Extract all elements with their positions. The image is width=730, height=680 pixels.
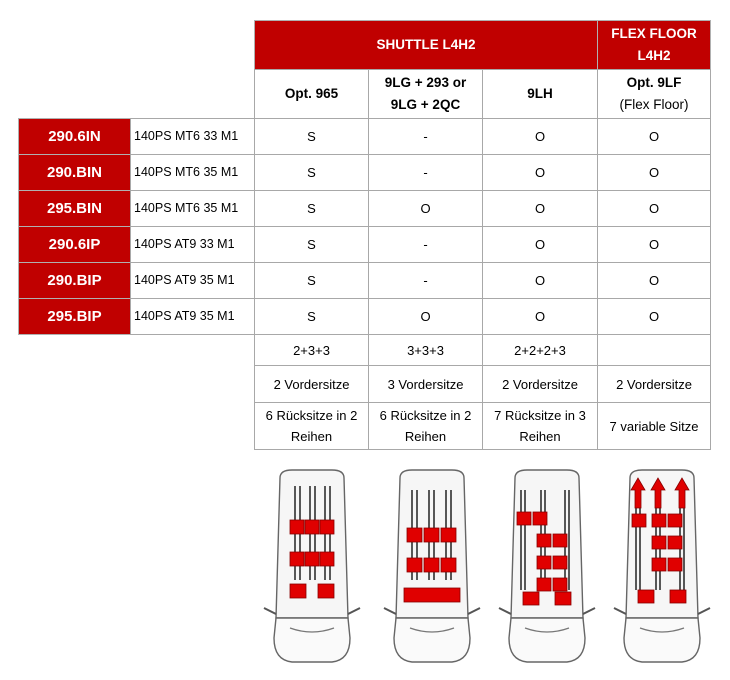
engine-cell (130, 154, 255, 191)
shuttle-l4h2-header (254, 20, 598, 70)
rear-seats-text-line1: 6 Rücksitze in 2 (265, 408, 358, 423)
model-code-cell (18, 190, 131, 227)
front-seats-text: 2 Vordersitze (502, 376, 578, 392)
availability-cell-text: - (423, 237, 428, 252)
model-code-cell (18, 262, 131, 299)
availability-cell-text: O (648, 165, 660, 180)
engine-cell (130, 190, 255, 227)
shuttle-header-label: SHUTTLE L4H2 (376, 37, 476, 52)
availability-cell (482, 154, 598, 191)
column-header-9lh (482, 69, 598, 119)
front-seats-text: 3 Vordersitze (387, 376, 464, 392)
engine-cell (130, 118, 255, 155)
layout-config-cell (254, 334, 369, 366)
rear-seats-text-line1: 7 variable Sitze (609, 418, 699, 434)
front-seats-cell (368, 365, 483, 403)
column-header-9lg (368, 69, 483, 119)
engine-cell-text: 140PS AT9 33 M1 (134, 237, 235, 251)
availability-cell (368, 154, 483, 191)
model-code-cell-text: 290.6IP (48, 236, 101, 253)
column-header-label-line2: (Flex Floor) (619, 97, 689, 112)
availability-cell (254, 154, 369, 191)
model-code-cell (18, 226, 131, 263)
column-header-label: 9LH (527, 86, 553, 101)
availability-cell (368, 226, 483, 263)
van-seating-diagram-3-3-3 (382, 468, 482, 666)
availability-cell (368, 298, 483, 335)
front-seats-cell (482, 365, 598, 403)
availability-cell-text: - (423, 273, 428, 288)
flex-header-line2: L4H2 (637, 48, 671, 63)
availability-cell (482, 298, 598, 335)
layout-config-text: 3+3+3 (407, 342, 444, 358)
column-header-label-line1: Opt. 9LF (626, 75, 682, 90)
rear-seats-cell (597, 402, 711, 450)
availability-cell-text: O (534, 309, 546, 324)
availability-cell (368, 262, 483, 299)
availability-cell (368, 118, 483, 155)
engine-cell-text: 140PS MT6 33 M1 (134, 129, 239, 143)
engine-cell-text: 140PS AT9 35 M1 (134, 273, 235, 287)
model-code-cell-text: 295.BIN (46, 200, 103, 217)
availability-cell-text: O (420, 309, 431, 324)
rear-seats-text-line2: Reihen (290, 429, 333, 444)
availability-cell (254, 298, 369, 335)
layout-config-text: 2+2+2+3 (514, 342, 566, 358)
availability-cell-text: O (648, 129, 660, 144)
column-header-label-line2: 9LG + 2QC (390, 97, 461, 112)
front-seats-cell (254, 365, 369, 403)
availability-cell-text: O (648, 309, 660, 324)
availability-cell-text: O (534, 273, 546, 288)
availability-cell-text: S (307, 201, 316, 216)
availability-cell (597, 262, 711, 299)
flex-header-line1: FLEX FLOOR (611, 26, 697, 41)
availability-cell-text: S (307, 165, 316, 180)
layout-config-cell (368, 334, 483, 366)
availability-cell-text: S (307, 309, 316, 324)
availability-cell (254, 226, 369, 263)
engine-cell-text: 140PS AT9 35 M1 (134, 309, 235, 323)
layout-config-text: 2+3+3 (293, 342, 330, 358)
availability-cell (482, 226, 598, 263)
front-seats-cell (597, 365, 711, 403)
availability-cell (597, 226, 711, 263)
model-code-cell-text: 295.BIP (47, 308, 102, 325)
rear-seats-text-line1: 6 Rücksitze in 2 (379, 408, 472, 423)
availability-cell-text: O (648, 201, 660, 216)
flex-floor-header (597, 20, 711, 70)
front-seats-text: 2 Vordersitze (616, 376, 692, 392)
column-header-opt-965 (254, 69, 369, 119)
engine-cell-text: 140PS MT6 35 M1 (134, 165, 239, 179)
rear-seats-cell (254, 402, 369, 450)
layout-config-cell (597, 334, 711, 366)
availability-cell-text: - (423, 165, 428, 180)
availability-cell (482, 190, 598, 227)
van-seating-diagram-2-2-2-3 (497, 468, 597, 666)
model-code-cell (18, 154, 131, 191)
availability-cell-text: O (648, 273, 660, 288)
engine-cell (130, 262, 255, 299)
availability-cell-text: O (534, 165, 546, 180)
rear-seats-text-line2: Reihen (404, 429, 447, 444)
layout-config-cell (482, 334, 598, 366)
availability-cell-text: S (307, 237, 316, 252)
availability-cell (368, 190, 483, 227)
van-seating-diagram-2-3-3 (262, 468, 362, 666)
rear-seats-cell (368, 402, 483, 450)
rear-seats-text-line1: 7 Rücksitze in 3 (494, 408, 586, 423)
availability-cell-text: O (534, 201, 546, 216)
front-seats-text: 2 Vordersitze (273, 376, 350, 392)
availability-cell (597, 154, 711, 191)
model-code-cell-text: 290.6IN (48, 128, 101, 145)
availability-cell-text: S (307, 273, 316, 288)
model-code-cell (18, 298, 131, 335)
rear-seats-cell (482, 402, 598, 450)
availability-cell-text: O (534, 237, 546, 252)
engine-cell (130, 298, 255, 335)
engine-cell-text: 140PS MT6 35 M1 (134, 201, 239, 215)
availability-cell (254, 262, 369, 299)
model-code-cell-text: 290.BIN (46, 164, 103, 181)
availability-cell-text: O (648, 237, 660, 252)
van-seating-diagram-flex-floor (612, 468, 712, 666)
model-code-cell (18, 118, 131, 155)
availability-cell-text: S (307, 129, 316, 144)
availability-cell (597, 118, 711, 155)
availability-cell-text: - (423, 129, 428, 144)
availability-cell (254, 190, 369, 227)
availability-cell-text: O (534, 129, 546, 144)
availability-cell (482, 118, 598, 155)
rear-seats-text-line2: Reihen (519, 429, 561, 444)
availability-cell (597, 298, 711, 335)
availability-cell (482, 262, 598, 299)
column-header-label-line1: 9LG + 293 or (384, 75, 467, 90)
engine-cell (130, 226, 255, 263)
model-code-cell-text: 290.BIP (47, 272, 102, 289)
column-header-9lf (597, 69, 711, 119)
availability-cell (254, 118, 369, 155)
column-header-label: Opt. 965 (284, 86, 339, 101)
availability-cell (597, 190, 711, 227)
availability-cell-text: O (420, 201, 431, 216)
